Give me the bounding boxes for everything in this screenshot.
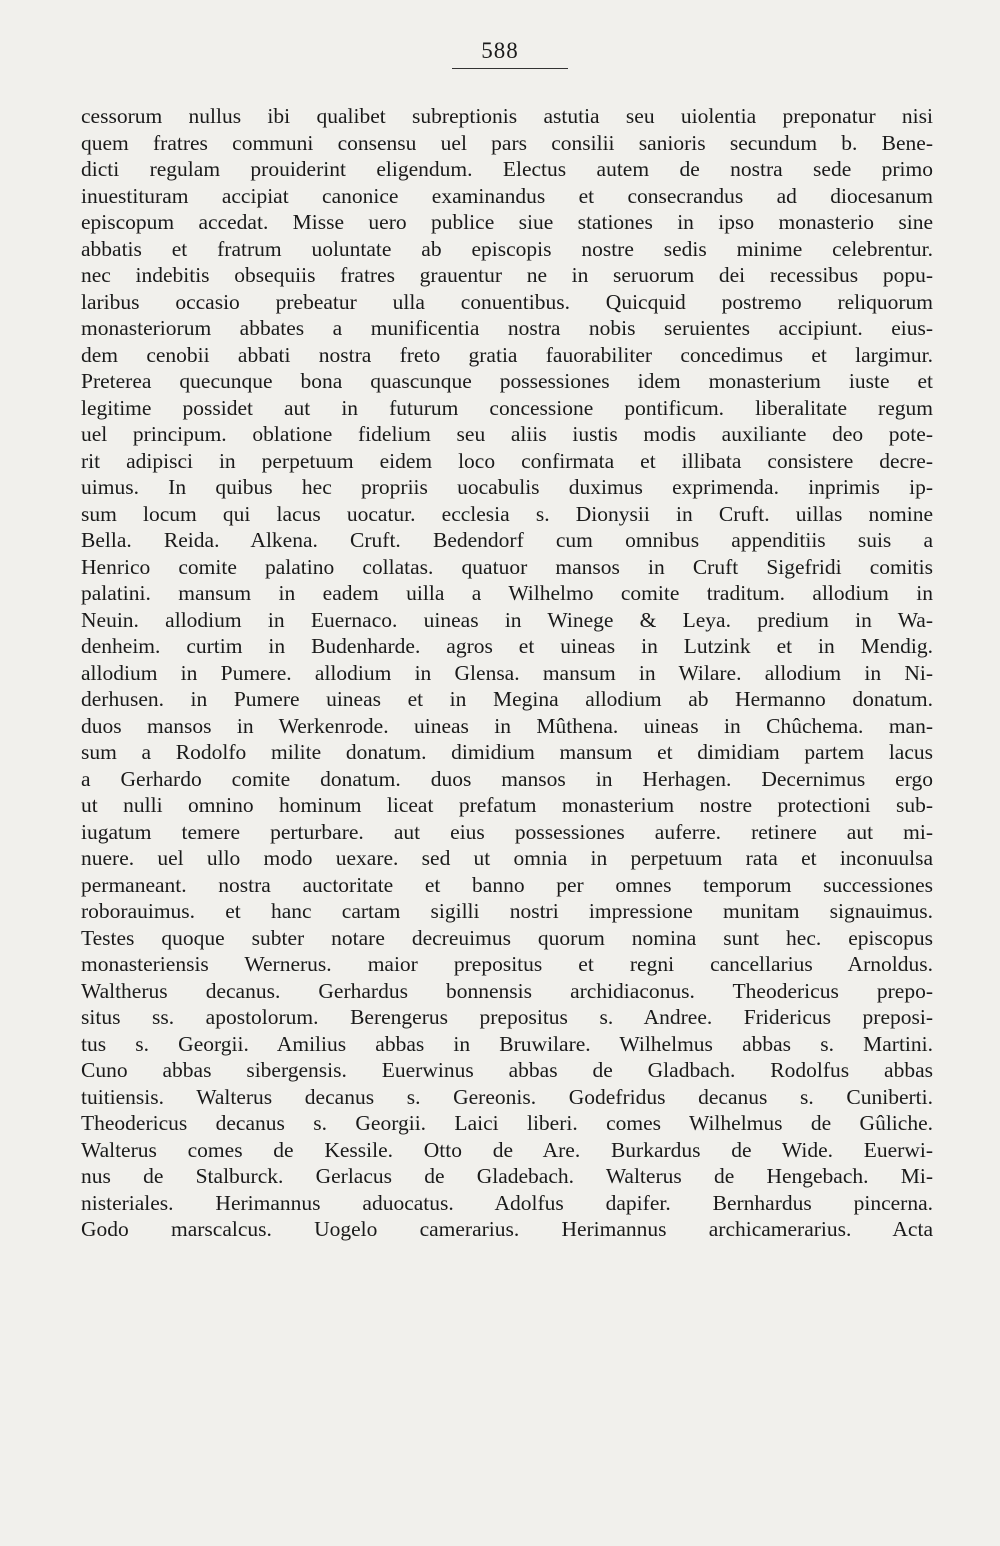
text-line: palatini. mansum in eadem uilla a Wilhelmo comite traditum. allodium in [81, 581, 933, 605]
text-line: ut nulli omnino hominum liceat prefatum monasterium nostre protectioni sub- [81, 793, 933, 817]
text-line: duos mansos in Werkenrode. uineas in Mûthena. uineas in Chûchema. man- [81, 713, 933, 738]
text-line: Theodericus decanus s. Georgii. Laici liberi. comes Wilhelmus de Gûliche. [81, 1111, 933, 1135]
text-line: monasteriorum abbates a munificentia nostra nobis seruientes accipiunt. eius- [81, 316, 933, 340]
text-line: legitime possidet aut in futurum concessione pontificum. liberalitate regum [81, 395, 933, 420]
text-line: nus de Stalburck. Gerlacus de Gladebach. Walterus de Hengebach. Mi- [81, 1164, 933, 1188]
text-line: allodium in Pumere. allodium in Glensa. mansum in Wilare. allodium in Ni- [81, 660, 933, 685]
text-line: dem cenobii abbati nostra freto gratia fauorabiliter concedimus et largimur. [81, 342, 933, 367]
text-line: permaneant. nostra auctoritate et banno per omnes temporum successiones [81, 872, 933, 897]
text-body [81, 103, 933, 1243]
text-line: uimus. In quibus hec propriis uocabulis duximus exprimenda. inprimis ip- [81, 475, 933, 499]
text-line: cessorum nullus ibi qualibet subreptionis astutia seu uiolentia preponatur nisi [81, 104, 933, 128]
page-number: 588 [481, 38, 519, 63]
text-line: denheim. curtim in Budenharde. agros et uineas in Lutzink et in Mendig. [81, 634, 933, 658]
text-line: dicti regulam prouiderint eligendum. Electus autem de nostra sede primo [81, 157, 933, 181]
page-number-rule [452, 68, 568, 69]
text-line: Bella. Reida. Alkena. Cruft. Bedendorf cum omnibus appenditiis suis a [81, 528, 933, 552]
text-line: sum locum qui lacus uocatur. ecclesia s. Dionysii in Cruft. uillas nomine [81, 501, 933, 526]
text-line: episcopum accedat. Misse uero publice siue stationes in ipso monasterio sine [81, 210, 933, 234]
text-line: Godo marscalcus. Uogelo camerarius. Herimannus archicamerarius. Acta [81, 1217, 933, 1241]
text-line: nec indebitis obsequiis fratres grauentur ne in seruorum dei recessibus popu- [81, 263, 933, 287]
text-line: iugatum temere perturbare. aut eius possessiones auferre. retinere aut mi- [81, 819, 933, 844]
text-line: nisteriales. Herimannus aduocatus. Adolfus dapifer. Bernhardus pincerna. [81, 1190, 933, 1215]
text-line: roborauimus. et hanc cartam sigilli nostri impressione munitam signauimus. [81, 899, 933, 923]
text-line: Henrico comite palatino collatas. quatuor mansos in Cruft Sigefridi comitis [81, 554, 933, 579]
text-line: Preterea quecunque bona quascunque possessiones idem monasterium iuste et [81, 369, 933, 393]
text-line: Waltherus decanus. Gerhardus bonnensis archidiaconus. Theodericus prepo- [81, 978, 933, 1003]
text-line: Testes quoque subter notare decreuimus quorum nomina sunt hec. episcopus [81, 925, 933, 950]
text-line: situs ss. apostolorum. Berengerus prepositus s. Andree. Fridericus preposi- [81, 1005, 933, 1029]
text-line: monasteriensis Wernerus. maior prepositus et regni cancellarius Arnoldus. [81, 952, 933, 976]
text-line: Walterus comes de Kessile. Otto de Are. Burkardus de Wide. Euerwi- [81, 1137, 933, 1162]
text-line: abbatis et fratrum uoluntate ab episcopis nostre sedis minime celebrentur. [81, 236, 933, 261]
text-line: uel principum. oblatione fidelium seu aliis iustis modis auxiliante deo pote- [81, 422, 933, 446]
text-line: Cuno abbas sibergensis. Euerwinus abbas de Gladbach. Rodolfus abbas [81, 1058, 933, 1082]
text-line: rit adipisci in perpetuum eidem loco confirmata et illibata consistere decre- [81, 448, 933, 473]
text-line: Neuin. allodium in Euernaco. uineas in Winege & Leya. predium in Wa- [81, 607, 933, 632]
text-line: tus s. Georgii. Amilius abbas in Bruwilare. Wilhelmus abbas s. Martini. [81, 1031, 933, 1056]
text-line: derhusen. in Pumere uineas et in Megina allodium ab Hermanno donatum. [81, 687, 933, 711]
text-line: sum a Rodolfo milite donatum. dimidium mansum et dimidiam partem lacus [81, 740, 933, 764]
text-line: quem fratres communi consensu uel pars consilii sanioris secundum b. Bene- [81, 130, 933, 155]
text-line: inuestituram accipiat canonice examinandus et consecrandus ad diocesanum [81, 183, 933, 208]
text-line: laribus occasio prebeatur ulla conuentibus. Quicquid postremo reliquorum [81, 289, 933, 314]
text-line: tuitiensis. Walterus decanus s. Gereonis. Godefridus decanus s. Cuniberti. [81, 1084, 933, 1109]
text-line: a Gerhardo comite donatum. duos mansos in Herhagen. Decernimus ergo [81, 766, 933, 791]
text-line: nuere. uel ullo modo uexare. sed ut omnia in perpetuum rata et inconuulsa [81, 846, 933, 870]
